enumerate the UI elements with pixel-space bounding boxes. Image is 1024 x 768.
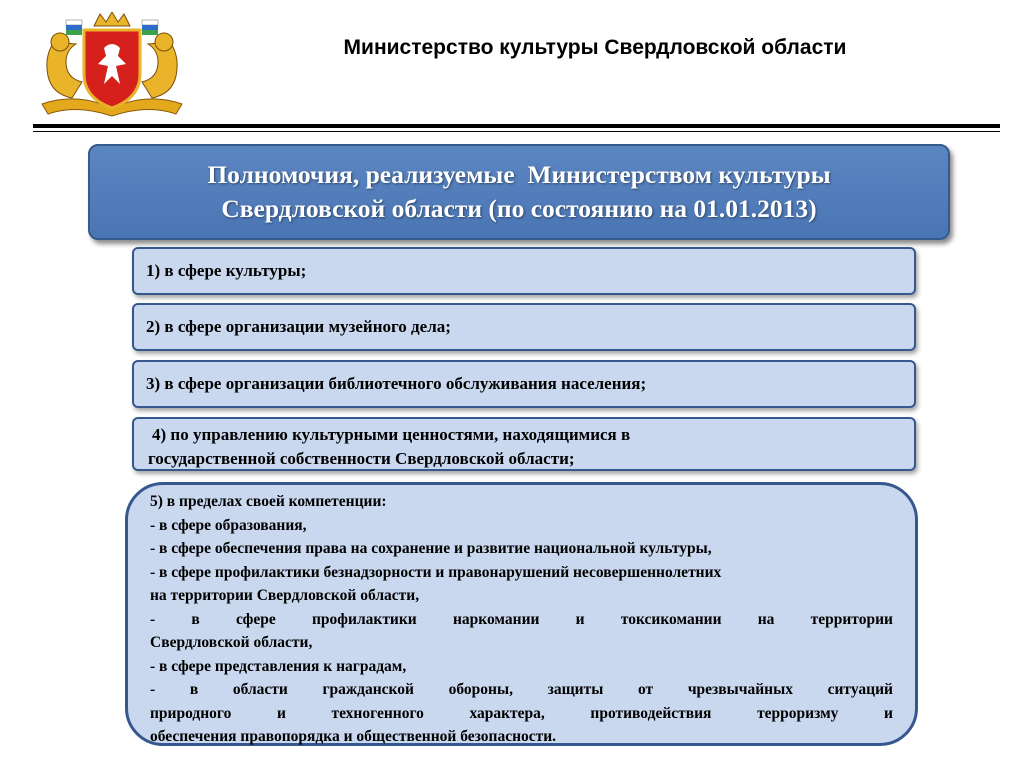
authority-item-2-text: 2) в сфере организации музейного дела; — [146, 317, 451, 336]
competence-word: токсикомании — [620, 610, 722, 628]
competence-word: и — [276, 704, 286, 722]
authority-item-1-text: 1) в сфере культуры; — [146, 261, 307, 280]
coat-of-arms-icon — [36, 12, 188, 118]
competence-word: противодействия — [590, 704, 712, 722]
competence-word: характера, — [469, 704, 545, 722]
competence-word: на — [757, 610, 775, 628]
authority-item-4-line-2: государственной собственности Свердловской области; — [148, 449, 575, 468]
competence-word: в — [189, 681, 199, 698]
competence-word: защиты — [547, 681, 604, 698]
competence-word: сфере — [235, 610, 276, 628]
competence-word: - — [150, 610, 156, 628]
competence-word: - — [150, 681, 156, 698]
competence-word: наркомании — [452, 610, 540, 628]
header-divider — [33, 124, 1000, 128]
ministry-title: Министерство культуры Свердловской области — [343, 36, 847, 59]
authority-item-culture — [132, 247, 916, 295]
competence-line: на территории Свердловской области, — [150, 587, 420, 604]
competence-word: техногенного — [331, 704, 424, 722]
competence-word: области — [232, 681, 288, 698]
authority-item-4-line-1: 4) по управлению культурными ценностями, находящимися в — [152, 425, 631, 444]
competence-line: - в сфере обеспечения права на сохранение и развитие национальной культуры, — [150, 540, 712, 557]
competence-word: гражданской — [322, 681, 414, 698]
competence-word: и — [575, 610, 585, 628]
authority-item-cultural-values — [132, 417, 916, 471]
competence-line: обеспечения правопорядка и общественной безопасности. — [150, 728, 557, 745]
competence-word: ситуаций — [827, 681, 893, 698]
competence-line: - в сфере образования, — [150, 516, 307, 534]
competence-word: территории — [810, 610, 893, 628]
authority-item-museum — [132, 303, 916, 351]
competence-word: в — [191, 610, 200, 628]
competence-word: чрезвычайных — [687, 681, 793, 698]
competence-word: от — [637, 681, 654, 698]
page-title-line-2: Свердловской области (по состоянию на 01.01.2013) — [221, 194, 817, 223]
competence-line — [150, 608, 893, 632]
authority-item-3-text: 3) в сфере организации библиотечного обслуживания населения; — [146, 374, 647, 393]
competence-heading: 5) в пределах своей компетенции: — [150, 493, 387, 510]
competence-line: Свердловской области, — [150, 634, 313, 651]
page-title-box — [88, 144, 950, 240]
competence-word: обороны, — [448, 681, 513, 698]
authority-item-competence — [125, 482, 918, 746]
page-title-line-1: Полномочия, реализуемые Министерством культуры — [207, 160, 831, 189]
competence-line: - в сфере профилактики безнадзорности и правонарушений несовершеннолетних — [150, 563, 722, 581]
competence-line — [150, 678, 893, 702]
competence-word: природного — [150, 704, 232, 722]
competence-line — [150, 702, 893, 726]
authority-item-library — [132, 360, 916, 408]
competence-line: - в сфере представления к наградам, — [150, 657, 407, 675]
header-divider-thin — [33, 131, 1000, 132]
competence-word: и — [884, 704, 893, 722]
competence-word: терроризму — [757, 704, 839, 722]
competence-word: профилактики — [311, 610, 417, 628]
